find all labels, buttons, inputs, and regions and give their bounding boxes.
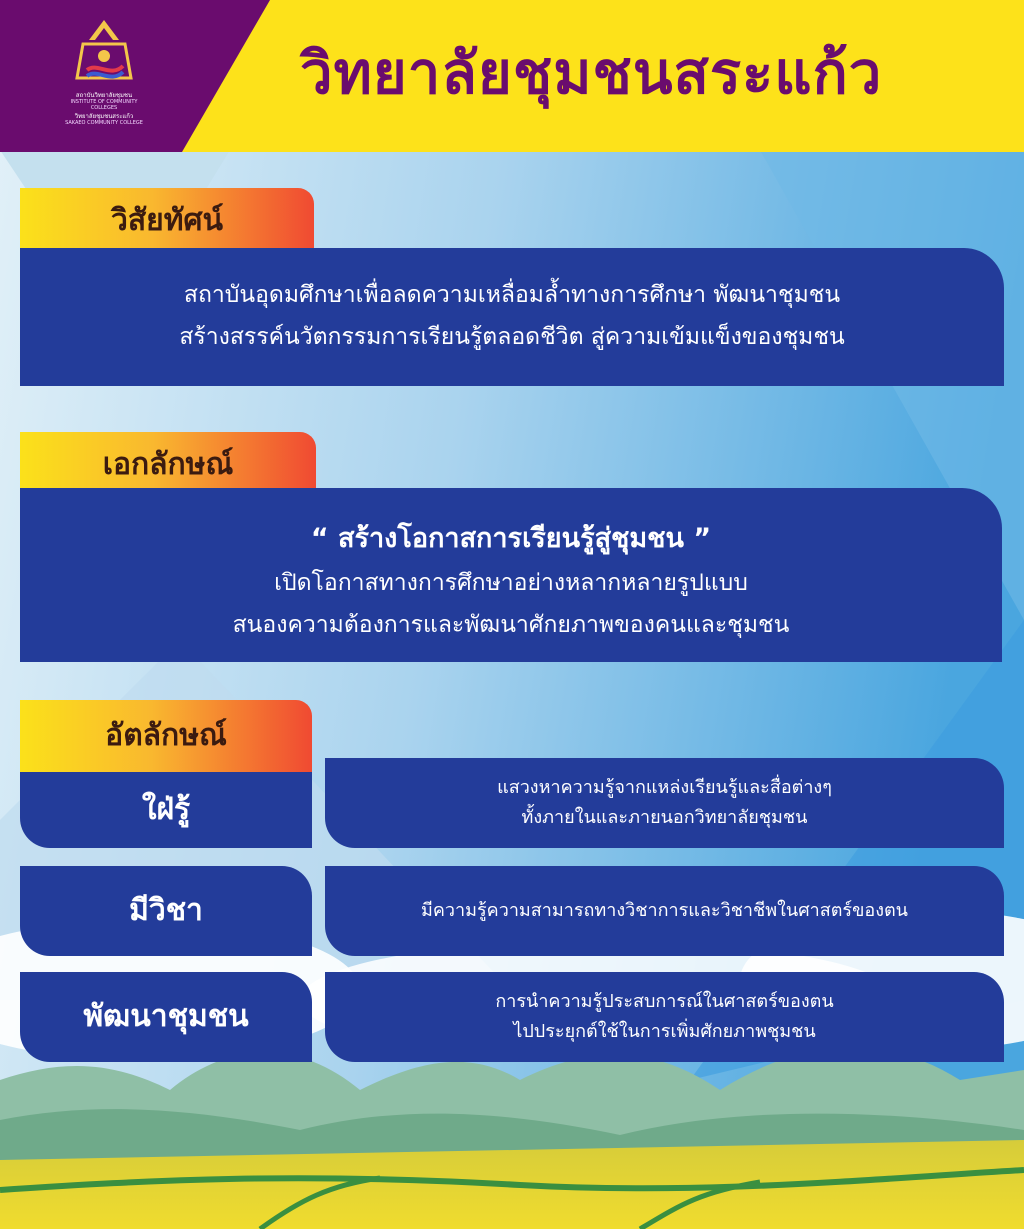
identity-card bbox=[20, 488, 1002, 662]
identity-line-1: เปิดโอกาสทางการศึกษาอย่างหลากหลายรูปแบบ bbox=[274, 570, 748, 596]
logo-text-college-english: SAKAEO COMMUNITY COLLEGE bbox=[65, 120, 143, 126]
attribute-label-3: พัฒนาชุมชน bbox=[20, 972, 312, 1062]
page-title: วิทยาลัยชุมชนสระแก้ว bbox=[300, 39, 883, 107]
college-logo bbox=[58, 18, 150, 130]
identity-line-2: สนองความต้องการและพัฒนาศักยภาพของคนและชุมชน bbox=[232, 612, 790, 638]
logo-text-english: INSTITUTE OF COMMUNITY COLLEGES bbox=[70, 99, 138, 111]
college-emblem-icon bbox=[69, 18, 139, 90]
attribute-label-2: มีวิชา bbox=[20, 866, 312, 956]
vision-line-2: สร้างสรรค์นวัตกรรมการเรียนรู้ตลอดชีวิต สู่ความเข้มแข็งของชุมชน bbox=[179, 324, 845, 350]
vision-card bbox=[20, 248, 1004, 386]
attribute-desc-2 bbox=[325, 866, 1004, 956]
attribute-desc-3 bbox=[325, 972, 1004, 1062]
attribute-desc-2-line-1: มีความรู้ความสามารถทางวิชาการและวิชาชีพในศาสตร์ของตน bbox=[421, 900, 908, 921]
logo-text-college-thai: วิทยาลัยชุมชนสระแก้ว bbox=[74, 113, 134, 120]
attributes-heading: อัตลักษณ์ bbox=[105, 718, 227, 753]
attribute-desc-1 bbox=[325, 758, 1004, 848]
attribute-label-1: ใฝ่รู้ bbox=[20, 772, 312, 848]
identity-heading: เอกลักษณ์ bbox=[102, 447, 234, 482]
vision-line-1: สถาบันอุดมศึกษาเพื่อลดความเหลื่อมล้ำทางการศึกษา พัฒนาชุมชน bbox=[183, 282, 841, 308]
attribute-desc-3-line-1: การนำความรู้ประสบการณ์ในศาสตร์ของตน bbox=[495, 991, 834, 1012]
vision-tab bbox=[20, 188, 314, 254]
logo-text-thai: สถาบันวิทยาลัยชุมชน bbox=[75, 92, 133, 99]
attribute-desc-1-line-1: แสวงหาความรู้จากแหล่งเรียนรู้และสื่อต่างๆ bbox=[497, 777, 832, 798]
attribute-desc-3-line-2: ไปประยุกต์ใช้ในการเพิ่มศักยภาพชุมชน bbox=[513, 1021, 816, 1042]
vision-heading: วิสัยทัศน์ bbox=[110, 203, 224, 238]
header-logo-block bbox=[0, 0, 270, 152]
attribute-desc-1-line-2: ทั้งภายในและภายนอกวิทยาลัยชุมชน bbox=[521, 807, 808, 828]
attributes-tab bbox=[20, 700, 312, 772]
identity-quote: “ สร้างโอกาสการเรียนรู้สู่ชุมชน ” bbox=[310, 523, 712, 554]
